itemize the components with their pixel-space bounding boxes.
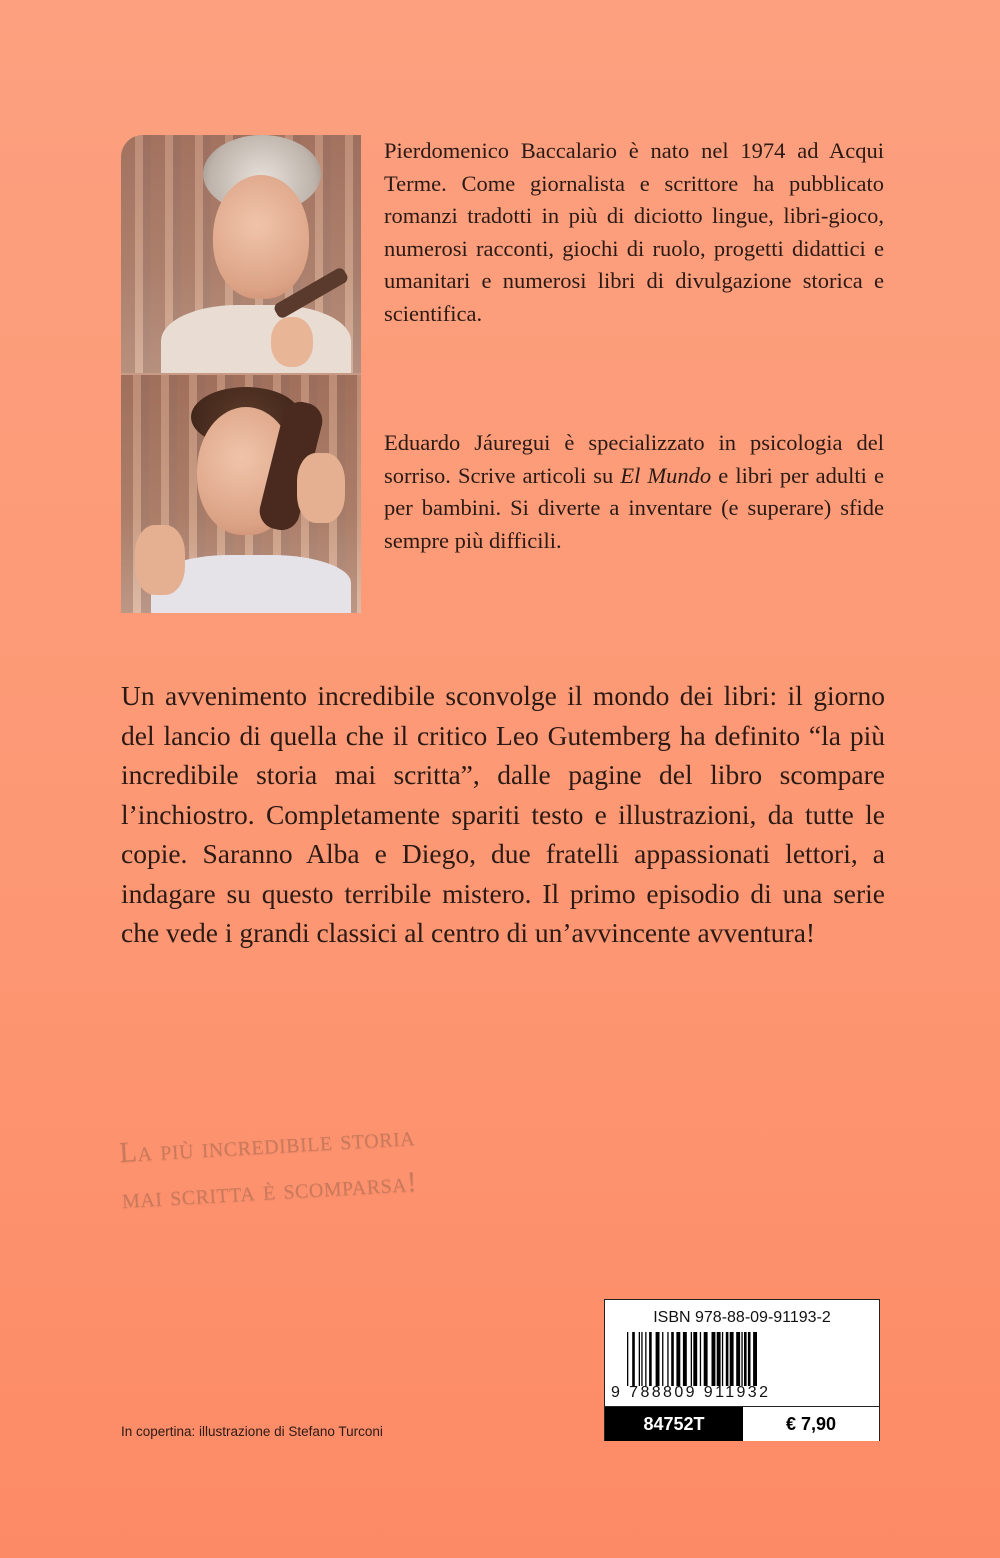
barcode-bar bbox=[683, 1332, 687, 1386]
barcode-bar bbox=[744, 1332, 747, 1386]
barcode-bar bbox=[641, 1332, 642, 1386]
price: € 7,90 bbox=[743, 1407, 879, 1441]
barcode-bar bbox=[676, 1332, 680, 1386]
barcode-bar bbox=[741, 1332, 742, 1386]
barcode-bar bbox=[627, 1332, 628, 1386]
author-bio-jauregui-text-1: Eduardo Jáuregui è specializzato in psicologia del sorriso. Scrive articoli su bbox=[384, 430, 884, 488]
code-price-row bbox=[605, 1406, 879, 1441]
barcode-bar bbox=[726, 1332, 729, 1386]
barcode-bar bbox=[667, 1332, 668, 1386]
barcode-bars bbox=[627, 1332, 859, 1386]
barcode-bar bbox=[712, 1332, 716, 1386]
barcode-bar bbox=[691, 1332, 692, 1386]
author-bio-jauregui-text-2: e libri per adulti e per bambini. Si diverte a inventare (e superare) sfide sempre più difficili. bbox=[384, 462, 884, 553]
tagline-line-1: La più incredibile storia bbox=[118, 1119, 416, 1169]
barcode-bar bbox=[753, 1332, 757, 1386]
barcode-box bbox=[604, 1299, 880, 1441]
author-bio-jauregui bbox=[384, 427, 884, 557]
barcode-bar bbox=[649, 1332, 652, 1386]
barcode-bar bbox=[639, 1332, 640, 1386]
author-photo-jauregui bbox=[121, 375, 361, 613]
barcode-bar bbox=[645, 1332, 646, 1386]
barcode-bar bbox=[700, 1332, 701, 1386]
cover-credit: In copertina: illustrazione di Stefano Turconi bbox=[121, 1424, 383, 1439]
book-blurb: Un avvenimento incredibile sconvolge il mondo dei libri: il giorno del lancio di quella che il critico Leo Gutemberg ha definito “la più incredibile storia mai scritta”, dalle pagine del libro scompare l’inchiostro. Completamente spariti testo e illustrazioni, da tutte le copie. Saranno Alba e Diego, due fratelli appassionati lettori, a indagare su questo terribile mistero. Il primo episodio di una serie che vede i grandi classici al centro di un’avvincente avventura! bbox=[121, 680, 885, 948]
barcode-bar bbox=[736, 1332, 740, 1386]
barcode-bar bbox=[693, 1332, 697, 1386]
barcode-bar bbox=[704, 1332, 708, 1386]
author-bio-baccalario: Pierdomenico Baccalario è nato nel 1974 ad Acqui Terme. Come giornalista e scrittore ha pubblicato romanzi tradotti in più di diciotto lingue, libri-gioco, numerosi racconti, giochi di ruolo, progetti didattici e umanitari e numerosi libri di divulgazione storica e scientifica. bbox=[384, 138, 884, 326]
isbn-number: ISBN 978-88-09-91193-2 bbox=[653, 1309, 831, 1326]
author-photo-baccalario bbox=[121, 135, 361, 373]
newspaper-name: El Mundo bbox=[620, 462, 712, 488]
product-code: 84752T bbox=[605, 1407, 743, 1441]
author-photos bbox=[121, 135, 361, 613]
barcode-bar bbox=[717, 1332, 721, 1386]
ean-digits: 9 788809 911932 bbox=[611, 1384, 771, 1401]
barcode-bar bbox=[671, 1332, 674, 1386]
barcode-bar bbox=[656, 1332, 660, 1386]
tagline-line-2: mai scritta è scomparsa! bbox=[121, 1165, 418, 1215]
barcode-bar bbox=[662, 1332, 663, 1386]
barcode-bar bbox=[722, 1332, 723, 1386]
barcode-bar bbox=[748, 1332, 751, 1386]
tagline bbox=[118, 1113, 419, 1222]
barcode-bar bbox=[730, 1332, 734, 1386]
barcode-bar bbox=[632, 1332, 635, 1386]
